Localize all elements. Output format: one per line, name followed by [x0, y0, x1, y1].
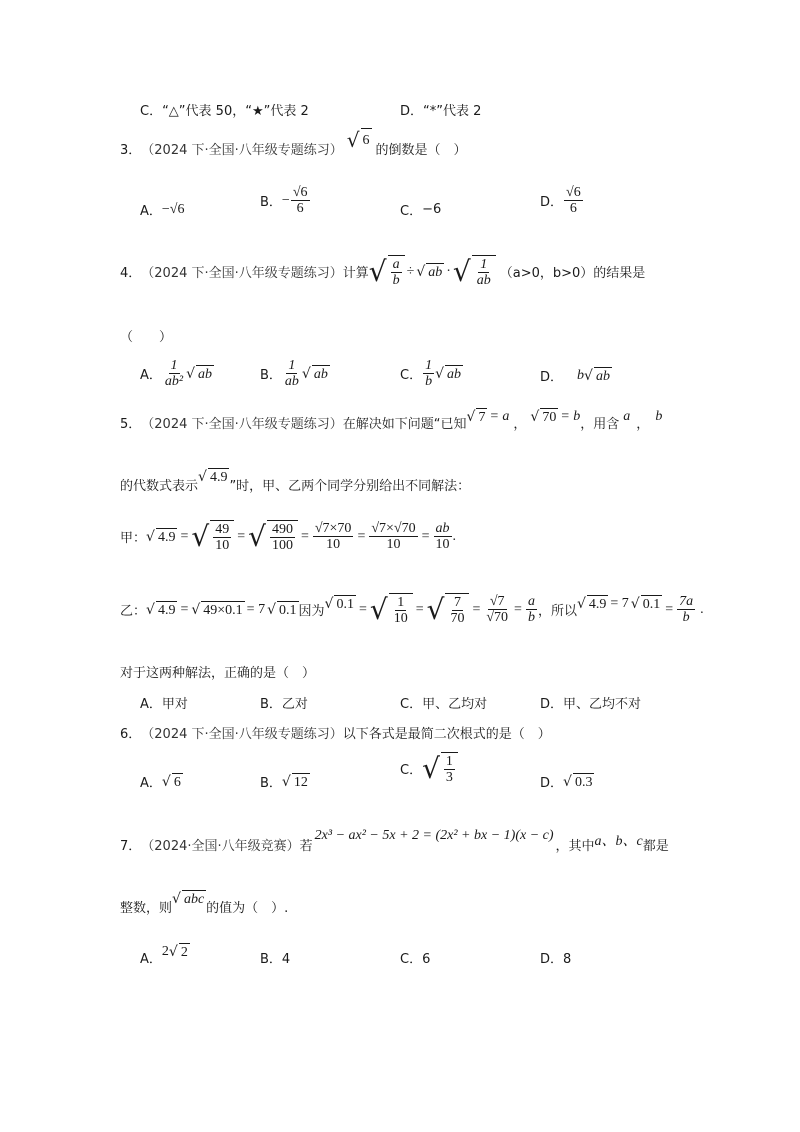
q6-stem: 6． （2024 下·全国·八年级专题练习） 以下各式是最简二次根式的是（ ） — [120, 723, 551, 742]
q4-stem: 4． （2024 下·全国·八年级专题练习） 计算 √ $\frac{a}{b}$ ÷ √ ab · √ $\frac{1}{ab}$ （a>0，b>0）的结果是 — [120, 254, 646, 288]
q4-paren: （ ） — [120, 330, 173, 345]
q7-option-b: B．4 — [260, 952, 291, 967]
q6-number: 6． — [120, 727, 142, 742]
q3-option-c: C． −6 — [400, 202, 442, 219]
q6-option-a: A． √ 6 — [140, 773, 181, 791]
q5-number: 5． — [120, 417, 142, 432]
q5-jia-solution: 甲： √ 4.9 = √ $\frac{49}{10}$ = √ $\frac{490}{100}$ = $\frac{√7\times 70}{10}$ = $\frac{√7\times√70}{10}$ = $\frac{ab}{10}$ . — [120, 519, 457, 553]
q5-line2: 的代数式表示 √ 4.9 ”时，甲、乙两个同学分别给出不同解法： — [120, 468, 471, 494]
q6-option-b: B． √ 12 — [260, 773, 308, 791]
q7-line2: 整数，则 √ abc 的值为（ ）. — [120, 890, 289, 916]
q3-option-a: A． −√6 — [140, 201, 185, 219]
q4-number: 4． — [120, 266, 142, 281]
q5-option-b: B．乙对 — [260, 697, 308, 712]
q3-text: 的倒数是（ ） — [375, 142, 467, 158]
q2-option-d: D．“*”代表 2 — [400, 104, 482, 119]
q4-lead: 计算 — [342, 266, 369, 281]
q4-option-c: C． $\frac{1}{b}$ √ ab — [400, 358, 461, 389]
q6-source: （2024 下·全国·八年级专题练习） — [141, 727, 343, 742]
q7-option-d: D．8 — [540, 952, 572, 967]
q5-yi-solution: 乙： √ 4.9 = √ 49×0.1 = 7 √ 0.1 因为 √ 0.1 = √ $\frac{1}{10}$ = √ $\frac{7}{70}$ = $\frac{√7}{√70}$ = $\frac{a}{b}$ ，所以 √ 4.9 = 7 √ 0.1 = $\frac{7a}{b}$ . — [120, 592, 704, 626]
q3-option-b: B． − $\frac{√6}{6}$ — [260, 185, 308, 216]
q2-option-c: C．“△”代表 50，“★”代表 2 — [140, 104, 309, 119]
q7-number: 7． — [120, 838, 142, 854]
q5-option-a: A．甲对 — [140, 697, 188, 712]
q3-radical: √ 6 — [346, 128, 370, 152]
q5-stem: 5． （2024 下·全国·八年级专题练习） 在解决如下问题“已知 √ 7 = a ， √ 70 = b ，用含 a ， b — [120, 408, 663, 432]
q4-condition: （a>0，b>0）的结果是 — [499, 266, 646, 281]
q5-source: （2024 下·全国·八年级专题练习） — [141, 417, 343, 432]
q7-stem: 7． （2024·全国·八年级竞赛） 若 2x³ − ax² − 5x + 2 = (2x² + bx − 1)(x − c) ，其中 a、b、c 都是 — [120, 828, 669, 854]
q5-option-c: C．甲、乙均对 — [400, 697, 488, 712]
q6-option-d: D． √ 0.3 — [540, 773, 593, 791]
q4-option-b: B． $\frac{1}{ab}$ √ ab — [260, 358, 328, 389]
q4-radical-ab: √ ab — [416, 263, 443, 280]
q4-option-d: D． b √ ab — [540, 367, 610, 385]
q7-option-c: C．6 — [400, 952, 431, 967]
q3-number: 3． — [120, 142, 142, 158]
q4-radical-a-over-b: √ $\frac{a}{b}$ — [369, 255, 405, 288]
q3-source: （2024 下·全国·八年级专题练习） — [141, 142, 343, 158]
q4-option-a: A． $\frac{1}{\text{ab²}}$ √ ab — [140, 358, 213, 389]
q4-source: （2024 下·全国·八年级专题练习） — [141, 266, 343, 281]
q7-equation: 2x³ − ax² − 5x + 2 = (2x² + bx − 1)(x − c) — [314, 828, 554, 843]
q3-stem — [120, 128, 467, 160]
q3-option-d: D． $\frac{√6}{6}$ — [540, 185, 581, 216]
q5-question: 对于这两种解法，正确的是（ ） — [120, 666, 316, 681]
q7-source: （2024·全国·八年级竞赛） — [141, 838, 300, 854]
q4-radical-1-over-ab: √ $\frac{1}{ab}$ — [453, 255, 496, 288]
q7-option-a: A． 2 √ 2 — [140, 943, 188, 967]
q6-option-c: C． √ $\frac{1}{3}$ — [400, 752, 458, 785]
q5-option-d: D．甲、乙均不对 — [540, 697, 642, 712]
